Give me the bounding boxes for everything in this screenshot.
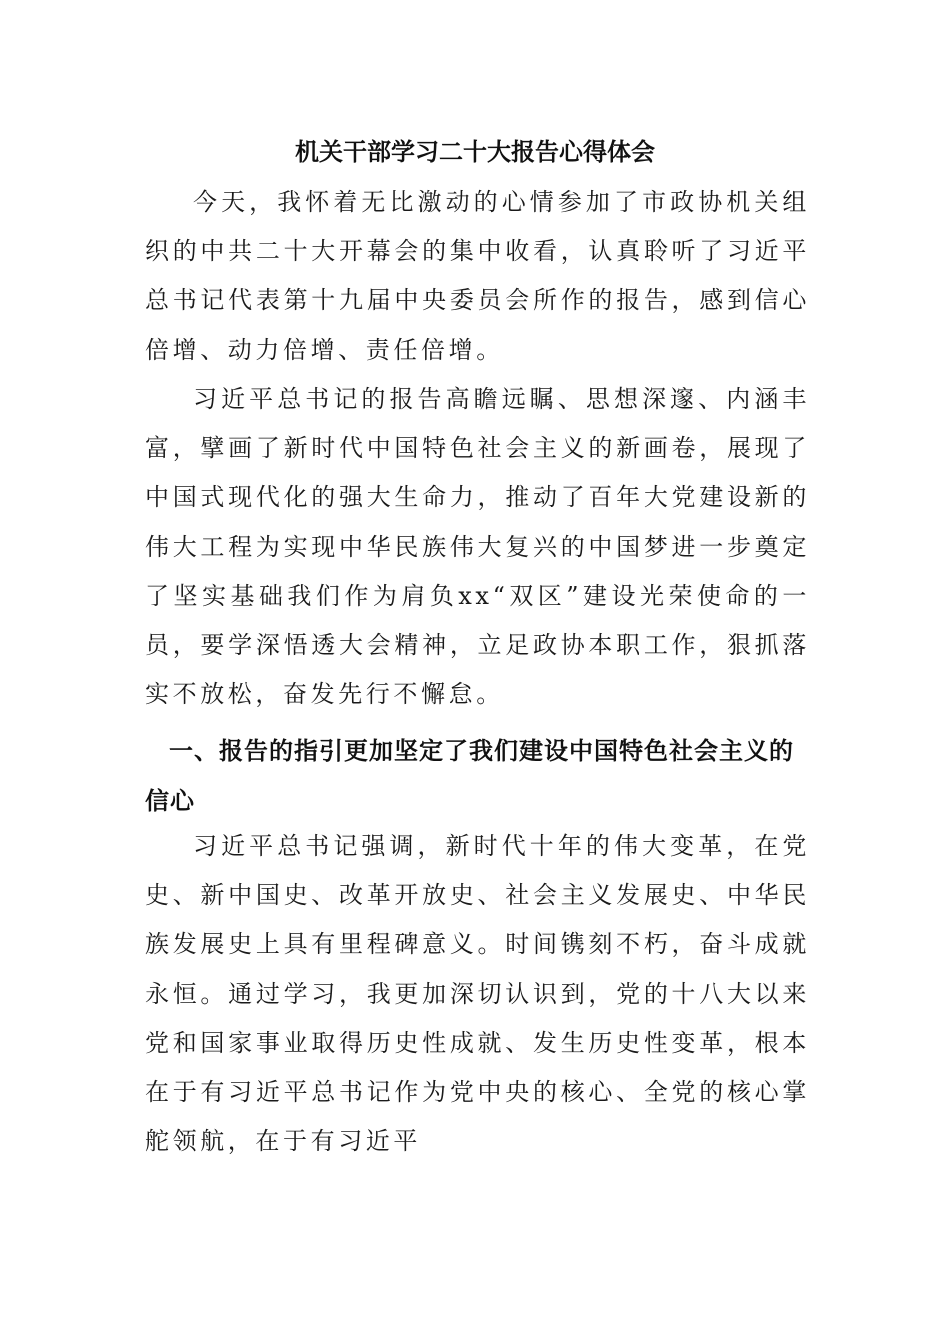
paragraph-report-summary: 习近平总书记的报告高瞻远瞩、思想深邃、内涵丰富，擘画了新时代中国特色社会主义的新画卷，展现了中国式现代化的强大生命力，推动了百年大党建设新的伟大工程为实现中华民族伟大复兴的中国梦进一步奠定了坚实基础我们作为肩负xx“双区”建设光荣使命的一员，要学深悟透大会精神，立足政协本职工作，狠抓落实不放松，奋发先行不懈怠。 — [145, 385, 810, 709]
paragraph-section-1: 习近平总书记强调，新时代十年的伟大变革，在党史、新中国史、改革开放史、社会主义发展史、中华民族发展史上具有里程碑意义。时间镌刻不朽，奋斗成就永恒。通过学习，我更加深切认识到，党的十八大以来党和国家事业取得历史性成就、发生历史性变革，根本在于有习近平总书记作为党中央的核心、全党的核心掌舵领航，在于有习近平 — [145, 832, 810, 1156]
section-heading-1: 一、报告的指引更加坚定了我们建设中国特色社会主义的信心 — [145, 737, 794, 815]
document-title: 机关干部学习二十大报告心得体会 — [295, 138, 655, 166]
paragraph-intro: 今天，我怀着无比激动的心情参加了市政协机关组织的中共二十大开幕会的集中收看，认真聆听了习近平总书记代表第十九届中央委员会所作的报告，感到信心倍增、动力倍增、责任倍增。 — [145, 188, 810, 364]
